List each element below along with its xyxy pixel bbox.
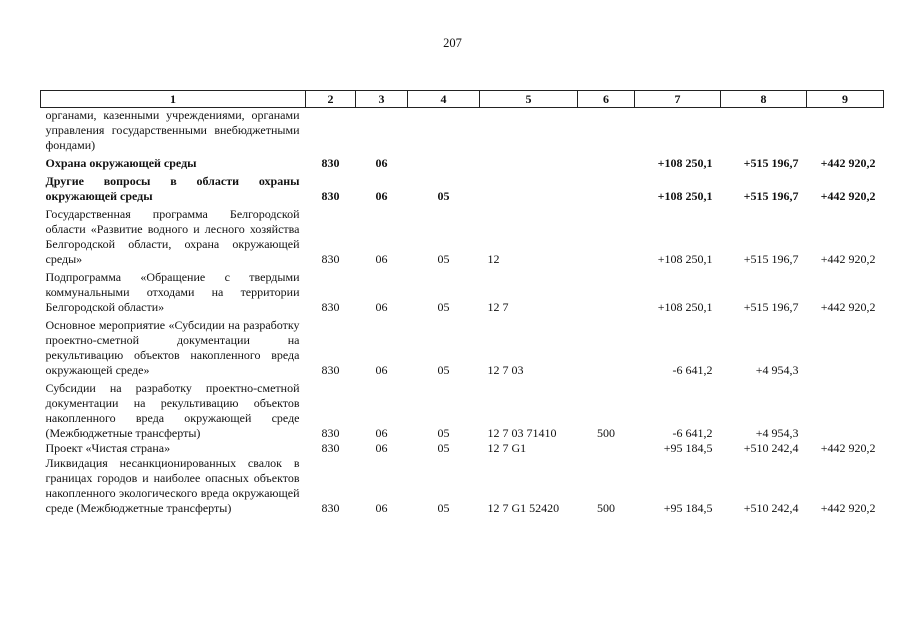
row-amount-year-3: [807, 318, 884, 381]
row-target-article: 12 7 G1 52420: [487, 501, 560, 515]
table-row: [41, 108, 884, 157]
row-amount-year-3: [807, 108, 884, 157]
row-section-code: [356, 108, 408, 157]
row-target-article: 12 7 G1: [487, 441, 527, 455]
row-expense-type: [578, 207, 635, 270]
row-amount-year-1: +108 250,1: [657, 189, 713, 203]
row-subsection-code: 05: [437, 300, 450, 314]
header-col-1: 1: [41, 91, 306, 108]
row-amount-year-3: +442 920,2: [820, 252, 876, 266]
row-amount-year-3: +442 920,2: [820, 156, 876, 170]
row-amount-year-1: +95 184,5: [663, 441, 713, 455]
row-name: Основное мероприятие «Субсидии на разработку проектно-сметной документации на рекультивацию объектов накопленного вреда окружающей среде»: [45, 318, 300, 377]
header-col-7: 7: [635, 91, 721, 108]
row-amount-year-2: +4 954,3: [755, 363, 799, 377]
header-col-5: 5: [480, 91, 578, 108]
row-amount-year-3: +442 920,2: [820, 300, 876, 314]
row-name: Ликвидация несанкционированных свалок в границах городов и наиболее опасных объектов накопленного экологического вреда окружающей среде (Межбюджетные трансферты): [45, 456, 300, 515]
row-name: Государственная программа Белгородской области «Развитие водного и лесного хозяйства Белгородской области, охрана окружающей среды»: [45, 207, 300, 266]
row-section-code: 06: [375, 441, 388, 455]
row-amount-year-2: +515 196,7: [743, 252, 799, 266]
row-target-article: [480, 156, 578, 174]
row-section-code: 06: [375, 252, 388, 266]
header-col-6: 6: [578, 91, 635, 108]
table-row: [41, 270, 884, 318]
row-section-code: 06: [375, 189, 388, 203]
row-expense-type: [578, 156, 635, 174]
row-amount-year-3: +442 920,2: [820, 441, 876, 455]
row-name: Другие вопросы в области охраны окружающей среды: [45, 174, 300, 203]
row-target-article: 12 7: [487, 300, 509, 314]
row-section-code: 06: [375, 426, 388, 440]
row-expense-type: 500: [597, 501, 615, 515]
table-row: [41, 441, 884, 456]
row-subsection-code: 05: [437, 426, 450, 440]
row-target-article: 12 7 03: [487, 363, 524, 377]
row-amount-year-3: +442 920,2: [820, 501, 876, 515]
table-row: [41, 174, 884, 207]
row-section-code: 06: [375, 300, 388, 314]
header-row: [41, 91, 884, 108]
header-col-9: 9: [807, 91, 884, 108]
row-expense-type: [578, 318, 635, 381]
row-ministry-code: 830: [321, 252, 340, 266]
row-amount-year-1: -6 641,2: [672, 426, 713, 440]
row-expense-type: [578, 174, 635, 207]
table-row: [41, 381, 884, 441]
row-ministry-code: [306, 108, 356, 157]
row-subsection-code: 05: [437, 441, 450, 455]
table-row: [41, 318, 884, 381]
row-subsection-code: 05: [437, 252, 450, 266]
row-ministry-code: 830: [321, 441, 340, 455]
budget-table: [40, 90, 884, 516]
row-subsection-code: 05: [437, 189, 450, 203]
row-name: органами, казенными учреждениями, органами управления государственными внебюджетными фондами): [45, 108, 300, 152]
row-amount-year-1: +108 250,1: [657, 252, 713, 266]
header-col-4: 4: [408, 91, 480, 108]
row-subsection-code: [408, 108, 480, 157]
row-target-article: 12: [487, 252, 500, 266]
row-amount-year-1: -6 641,2: [672, 363, 713, 377]
table-row: [41, 456, 884, 516]
row-section-code: 06: [375, 501, 388, 515]
row-subsection-code: 05: [437, 501, 450, 515]
row-target-article: [480, 174, 578, 207]
row-ministry-code: 830: [321, 363, 340, 377]
row-subsection-code: [408, 156, 480, 174]
row-ministry-code: 830: [321, 426, 340, 440]
header-col-3: 3: [356, 91, 408, 108]
table-body: [41, 108, 884, 517]
row-amount-year-2: +510 242,4: [743, 501, 799, 515]
table-row: [41, 207, 884, 270]
row-amount-year-3: +442 920,2: [820, 189, 876, 203]
page-number: 207: [443, 36, 462, 50]
row-amount-year-2: +515 196,7: [743, 189, 799, 203]
row-name: Субсидии на разработку проектно-сметной документации на рекультивацию объектов накопленного вреда окружающей среде (Межбюджетные трансферты): [45, 381, 300, 440]
row-amount-year-2: +510 242,4: [743, 441, 799, 455]
row-ministry-code: 830: [321, 156, 340, 170]
table-row: [41, 156, 884, 174]
header-col-2: 2: [306, 91, 356, 108]
row-amount-year-1: +95 184,5: [663, 501, 713, 515]
row-amount-year-2: +515 196,7: [743, 156, 799, 170]
row-amount-year-1: [635, 108, 721, 157]
row-expense-type: [578, 441, 635, 456]
row-amount-year-2: [721, 108, 807, 157]
row-amount-year-3: [807, 381, 884, 441]
row-ministry-code: 830: [321, 300, 340, 314]
row-amount-year-1: +108 250,1: [657, 156, 713, 170]
row-amount-year-2: +4 954,3: [755, 426, 799, 440]
row-name: Подпрограмма «Обращение с твердыми коммунальными отходами на территории Белгородской области»: [45, 270, 300, 314]
row-expense-type: [578, 108, 635, 157]
header-col-8: 8: [721, 91, 807, 108]
row-target-article: [480, 108, 578, 157]
table-header: [41, 91, 884, 108]
row-ministry-code: 830: [321, 501, 340, 515]
row-name: Охрана окружающей среды: [45, 156, 197, 170]
row-amount-year-1: +108 250,1: [657, 300, 713, 314]
row-name: Проект «Чистая страна»: [45, 441, 171, 455]
row-expense-type: 500: [597, 426, 615, 440]
row-subsection-code: 05: [437, 363, 450, 377]
row-section-code: 06: [375, 156, 388, 170]
row-section-code: 06: [375, 363, 388, 377]
row-target-article: 12 7 03 71410: [487, 426, 557, 440]
row-amount-year-2: +515 196,7: [743, 300, 799, 314]
row-expense-type: [578, 270, 635, 318]
row-ministry-code: 830: [321, 189, 340, 203]
